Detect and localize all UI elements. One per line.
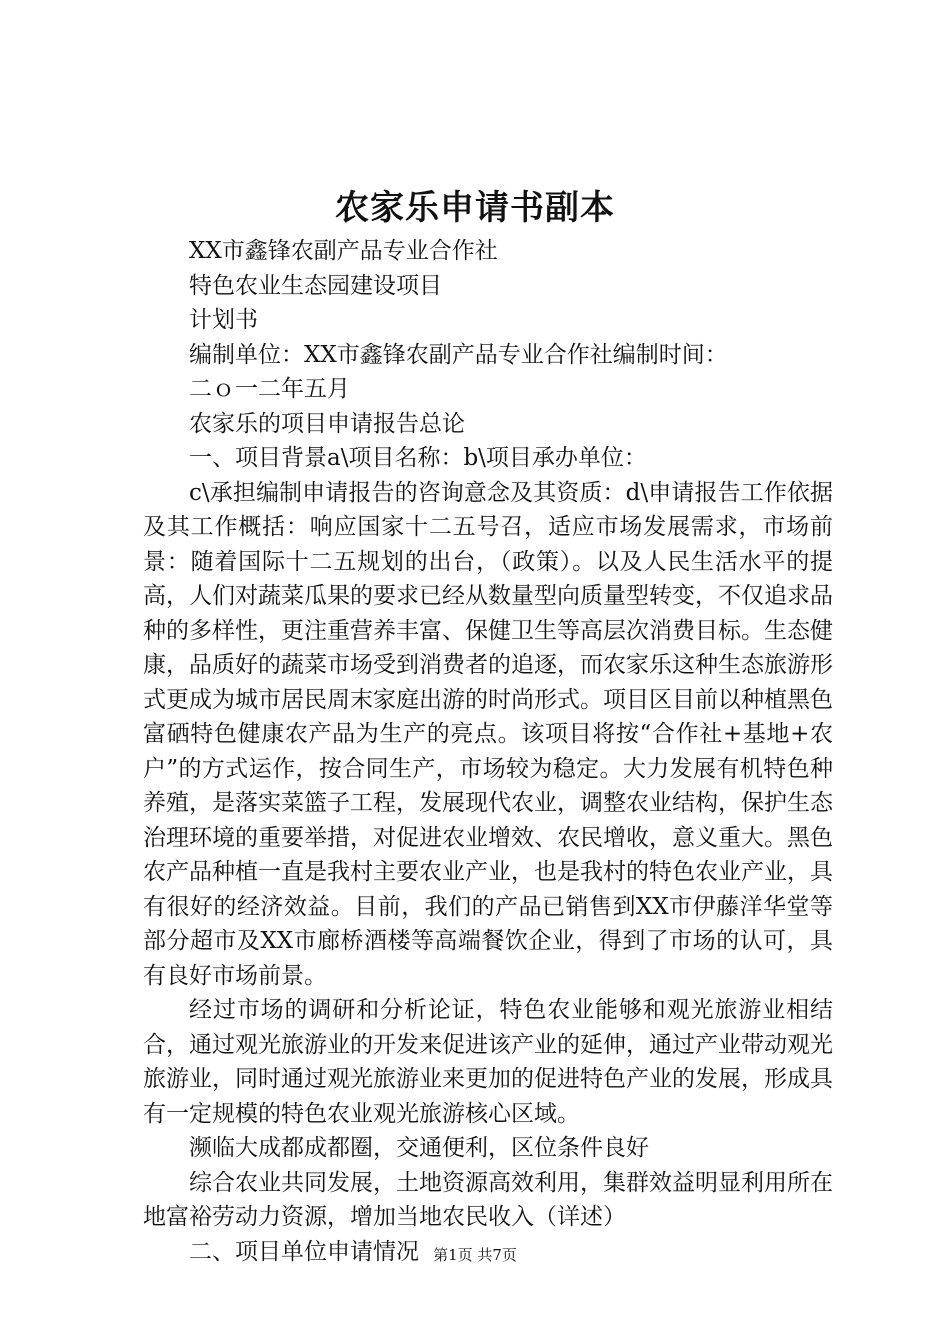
paragraph-background-body: c\承担编制申请报告的咨询意念及其资质：d\申请报告工作依据及其工作概括：响应国家十二五号召，适应市场发展需求，市场前景：随着国际十二五规划的出台，（政策）。以及人民生活水平的提高，人们对蔬菜瓜果的要求已经从数量型向质量型转变，不仅追求品种的多样性，更注重营养丰富、保健卫生等高层次消费目标。生态健康，品质好的蔬菜市场受到消费者的追逐，而农家乐这种生态旅游形式更成为城市居民周末家庭出游的时尚形式。项目区目前以种植黑色富硒特色健康农产品为生产的亮点。该项目将按“合作社+基地+农户”的方式运作，按合同生产，市场较为稳定。大力发展有机特色种养殖，是落实菜篮子工程，发展现代农业，调整农业结构，保护生态治理环境的重要举措，对促进农业增效、农民增收，意义重大。黑色农产品种植一直是我村主要农业产业，也是我村的特色农业产业，具有很好的经济效益。目前，我们的产品已销售到XX市伊藤洋华堂等部分超市及XX市廊桥酒楼等高端餐饮企业，得到了市场的认可，具有良好市场前景。 (143, 479, 833, 989)
paragraph-section-one-heading: 一、项目背景a\项目名称：b\项目承办单位： (189, 445, 647, 471)
paragraph-location: 濒临大成都成都圈，交通便利，区位条件良好 (189, 1135, 649, 1161)
paragraph-market-analysis: 经过市场的调研和分析论证，特色农业能够和观光旅游业相结合，通过观光旅游业的开发来促进该产业的延伸，通过产业带动观光旅游业，同时通过观光旅游业来更加的促进特色产业的发展，形成具有一定规模的特色农业观光旅游核心区域。 (143, 997, 833, 1127)
paragraph-integrated-agriculture: 综合农业共同发展，土地资源高效利用，集群效益明显利用所在地富裕劳动力资源，增加当地农民收入（详述） (143, 1169, 833, 1230)
paragraph-report-heading: 农家乐的项目申请报告总论 (189, 410, 465, 437)
paragraph-project-name: 特色农业生态园建设项目 (189, 272, 442, 299)
paragraph-date: 二ｏ一二年五月 (189, 376, 350, 402)
paragraph-section-two-heading: 二、项目单位申请情况 (189, 1238, 419, 1265)
paragraph-compiler: 编制单位：XX市鑫锋农副产品专业合作社编制时间： (189, 341, 728, 368)
page-footer: 第1页 共7页 (433, 1246, 517, 1264)
paragraph-cooperative-name: XX市鑫锋农副产品专业合作社 (189, 238, 498, 264)
document-title: 农家乐申请书副本 (335, 188, 615, 228)
paragraph-plan-label: 计划书 (189, 307, 258, 333)
document-body (143, 234, 833, 1269)
